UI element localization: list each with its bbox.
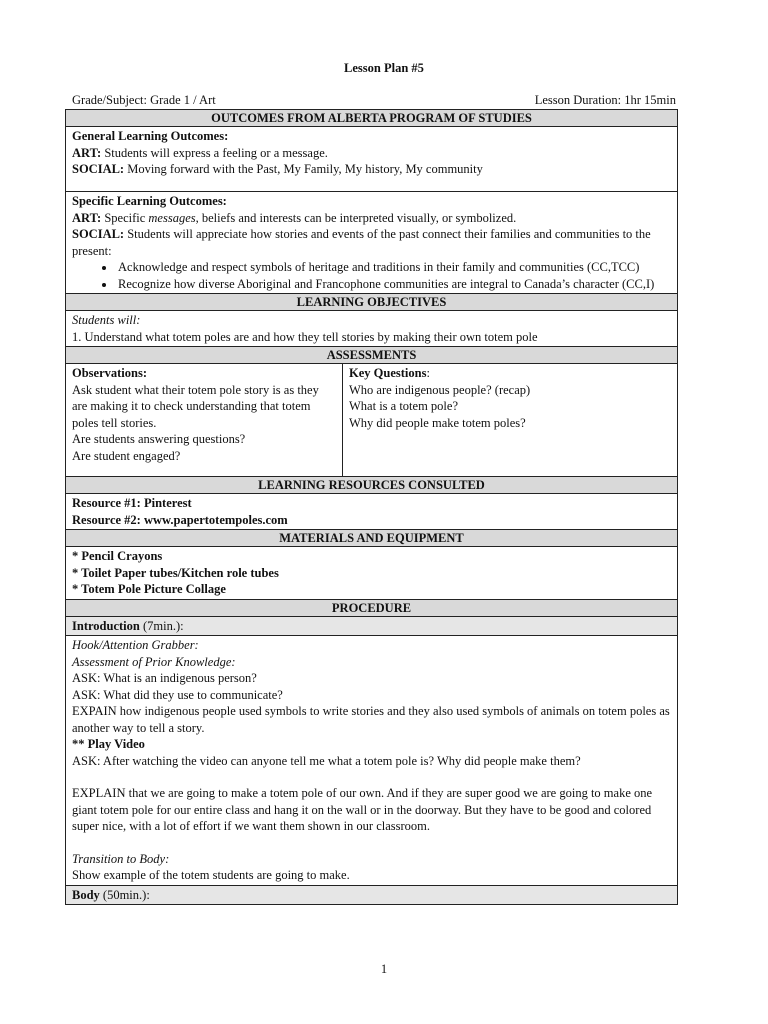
outcomes-header: OUTCOMES FROM ALBERTA PROGRAM OF STUDIES [66, 110, 678, 127]
material-item: * Totem Pole Picture Collage [72, 582, 226, 596]
transition-heading: Transition to Body: [72, 851, 170, 866]
procedure-line: Show example of the totem students are going to make. [72, 868, 350, 882]
page-title: Lesson Plan #5 [344, 61, 424, 75]
meta-line [72, 93, 676, 108]
list-item: • Acknowledge and respect symbols of heritage and traditions in their family and communities (CC,TCC) [116, 259, 671, 276]
specific-outcomes-cell [66, 192, 678, 294]
procedure-line: EXPLAIN that we are going to make a totem pole of our own. And if they are super good we are going to make one giant totem pole for our entire class and hang it on the wall or in the doorway. But they have to be good and colored super nice, with a lot of effort if we want them shown in our classroom. [72, 786, 653, 833]
introduction-label: Introduction [72, 618, 140, 633]
spec-art-post: , beliefs and interests can be interpreted visually, or symbolized. [195, 210, 517, 225]
body-row [66, 885, 678, 905]
spec-social-text: Students will appreciate how stories and events of the past connect their families and communities to the present: [72, 227, 651, 258]
hook-heading: Hook/Attention Grabber: [72, 638, 199, 652]
resources-cell [66, 494, 678, 530]
observations-question: Are student engaged? [72, 448, 181, 463]
resource-item: Resource #1: Pinterest [72, 496, 192, 510]
prior-knowledge-heading: Assessment of Prior Knowledge: [72, 654, 236, 669]
material-item: * Toilet Paper tubes/Kitchen role tubes [72, 565, 279, 580]
procedure-line: EXPAIN how indigenous people used symbols to write stories and they also used symbols of animals on totem poles as another way to tell a story. [72, 704, 670, 735]
objective-item: 1. Understand what totem poles are and how they tell stories by making their own totem pole [72, 329, 538, 344]
key-questions-heading: Key Questions [349, 366, 427, 380]
lesson-duration: Lesson Duration: 1hr 15min [534, 93, 676, 107]
lesson-plan-table [65, 109, 678, 905]
body-label: Body [72, 887, 100, 902]
key-question: Who are indigenous people? (recap) [349, 382, 531, 397]
resource-item: Resource #2: www.papertotempoles.com [72, 512, 288, 527]
general-outcomes-cell [66, 127, 678, 192]
grade-subject: Grade/Subject: Grade 1 / Art [72, 93, 216, 107]
spec-art-label: ART: [72, 210, 102, 225]
page-number: 1 [380, 962, 388, 976]
observations-cell [66, 364, 343, 477]
introduction-cell [66, 636, 678, 886]
observations-text: Ask student what their totem pole story is as they are making it to check understanding that totem poles tell stories. [72, 382, 319, 430]
key-question: Why did people make totem poles? [349, 415, 526, 430]
general-outcomes-heading: General Learning Outcomes: [72, 129, 229, 143]
key-questions-colon: : [426, 366, 430, 380]
spec-social-label: SOCIAL: [72, 227, 125, 241]
procedure-header: PROCEDURE [66, 599, 678, 616]
body-time: (50min.): [99, 887, 150, 902]
social-label: SOCIAL: [72, 162, 125, 176]
key-question: What is a totem pole? [349, 399, 458, 413]
observations-question: Are students answering questions? [72, 432, 246, 446]
procedure-line: ASK: After watching the video can anyone tell me what a totem pole is? Why did people make them? [72, 753, 581, 768]
outcomes-bullet-list [72, 259, 671, 292]
material-item: * Pencil Crayons [72, 549, 163, 563]
art-label: ART: [72, 145, 102, 160]
observations-heading: Observations: [72, 366, 147, 380]
objectives-header: LEARNING OBJECTIVES [66, 294, 678, 311]
spec-art-italic: messages [148, 210, 196, 225]
materials-cell [66, 547, 678, 600]
assessments-header: ASSESSMENTS [66, 347, 678, 364]
introduction-row [66, 616, 678, 636]
objectives-cell [66, 311, 678, 347]
social-text: Moving forward with the Past, My Family, My history, My community [124, 162, 483, 176]
art-text: Students will express a feeling or a message. [101, 145, 328, 160]
spec-art-pre: Specific [101, 210, 149, 225]
materials-header: MATERIALS AND EQUIPMENT [66, 530, 678, 547]
key-questions-cell [343, 364, 678, 477]
list-item: • Recognize how diverse Aboriginal and Francophone communities are integral to Canada’s character (CC,I) [116, 276, 671, 293]
objectives-intro: Students will: [72, 313, 141, 327]
specific-outcomes-heading: Specific Learning Outcomes: [72, 194, 227, 208]
introduction-time: (7min.): [139, 618, 184, 633]
procedure-line: ASK: What is an indigenous person? [72, 671, 257, 685]
resources-header: LEARNING RESOURCES CONSULTED [66, 477, 678, 494]
procedure-line: ASK: What did they use to communicate? [72, 687, 283, 702]
play-video-line: ** Play Video [72, 737, 145, 751]
